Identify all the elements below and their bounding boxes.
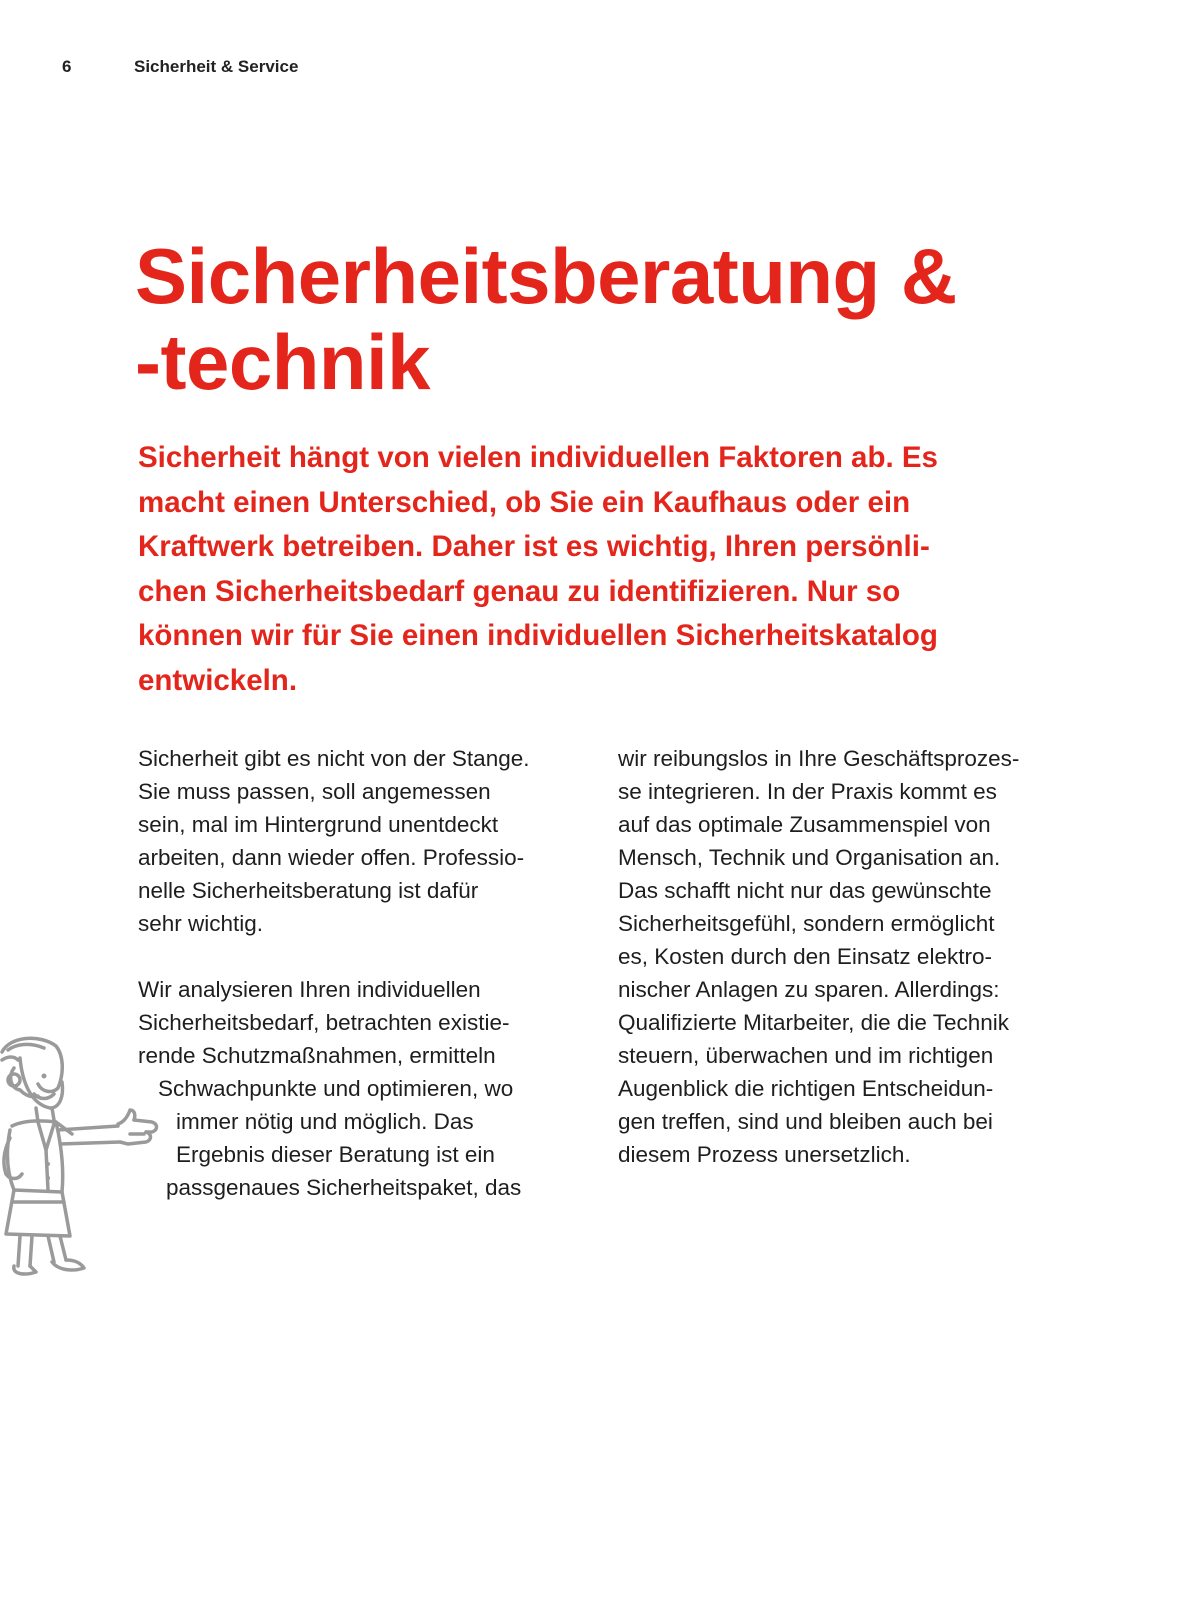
page-title: [135, 233, 1095, 405]
body-line: diesem Prozess unersetzlich.: [618, 1142, 911, 1167]
body-line: Ergebnis dieser Beratung ist ein: [176, 1142, 495, 1167]
body-line: wir reibungslos in Ihre Geschäftsprozes-: [618, 746, 1020, 771]
body-line: se integrieren. In der Praxis kommt es: [618, 779, 997, 804]
title-line-2: -technik: [135, 318, 431, 406]
body-line: Sie muss passen, soll angemessen: [138, 779, 491, 804]
body-line: Sicherheitsbedarf, betrachten existie-: [138, 1010, 510, 1035]
lead-line: Kraftwerk betreiben. Daher ist es wichtig, Ihren persönli-: [138, 530, 930, 563]
body-column-right: [618, 742, 1088, 1171]
lead-paragraph: [138, 436, 1098, 703]
body-line: passgenaues Sicherheitspaket, das: [166, 1175, 522, 1200]
body-line: immer nötig und möglich. Das: [176, 1109, 474, 1134]
lead-line: können wir für Sie einen individuellen Sicherheitskatalog: [138, 619, 938, 652]
running-header: [62, 57, 298, 77]
body-line: nelle Sicherheitsberatung ist dafür: [138, 878, 479, 903]
body-line: es, Kosten durch den Einsatz elektro-: [618, 944, 992, 969]
body-line: rende Schutzmaßnahmen, ermitteln: [138, 1043, 496, 1068]
body-line: nischer Anlagen zu sparen. Allerdings:: [618, 977, 1000, 1002]
body-line: sehr wichtig.: [138, 911, 264, 936]
body-paragraph-1: [138, 742, 588, 940]
body-line: Sicherheit gibt es nicht von der Stange.: [138, 746, 530, 771]
body-line: Das schafft nicht nur das gewünschte: [618, 878, 992, 903]
body-line: arbeiten, dann wieder offen. Professio-: [138, 845, 525, 870]
title-line-1: Sicherheitsberatung &: [135, 232, 957, 320]
lead-line: entwickeln.: [138, 663, 298, 697]
page-number: 6: [62, 57, 72, 76]
body-line: Wir analysieren Ihren individuellen: [138, 977, 481, 1002]
body-line: Qualifizierte Mitarbeiter, die die Technik: [618, 1010, 1010, 1035]
body-line: Schwachpunkte und optimieren, wo: [158, 1076, 514, 1101]
body-paragraph-2: [138, 973, 588, 1204]
section-title: Sicherheit & Service: [134, 57, 299, 76]
lead-line: macht einen Unterschied, ob Sie ein Kaufhaus oder ein: [138, 485, 911, 519]
consultant-pointing-icon: [0, 1030, 170, 1280]
lead-line: Sicherheit hängt von vielen individuellen Faktoren ab. Es: [138, 441, 938, 474]
lead-line: chen Sicherheitsbedarf genau zu identifizieren. Nur so: [138, 574, 901, 608]
body-line: Augenblick die richtigen Entscheidun-: [618, 1076, 994, 1101]
body-line: Sicherheitsgefühl, sondern ermöglicht: [618, 911, 995, 936]
body-line: auf das optimale Zusammenspiel von: [618, 812, 991, 837]
body-line: sein, mal im Hintergrund unentdeckt: [138, 812, 499, 837]
body-column-left: [138, 742, 588, 1204]
body-line: steuern, überwachen und im richtigen: [618, 1043, 994, 1068]
body-line: gen treffen, sind und bleiben auch bei: [618, 1109, 993, 1134]
body-line: Mensch, Technik und Organisation an.: [618, 845, 1001, 870]
